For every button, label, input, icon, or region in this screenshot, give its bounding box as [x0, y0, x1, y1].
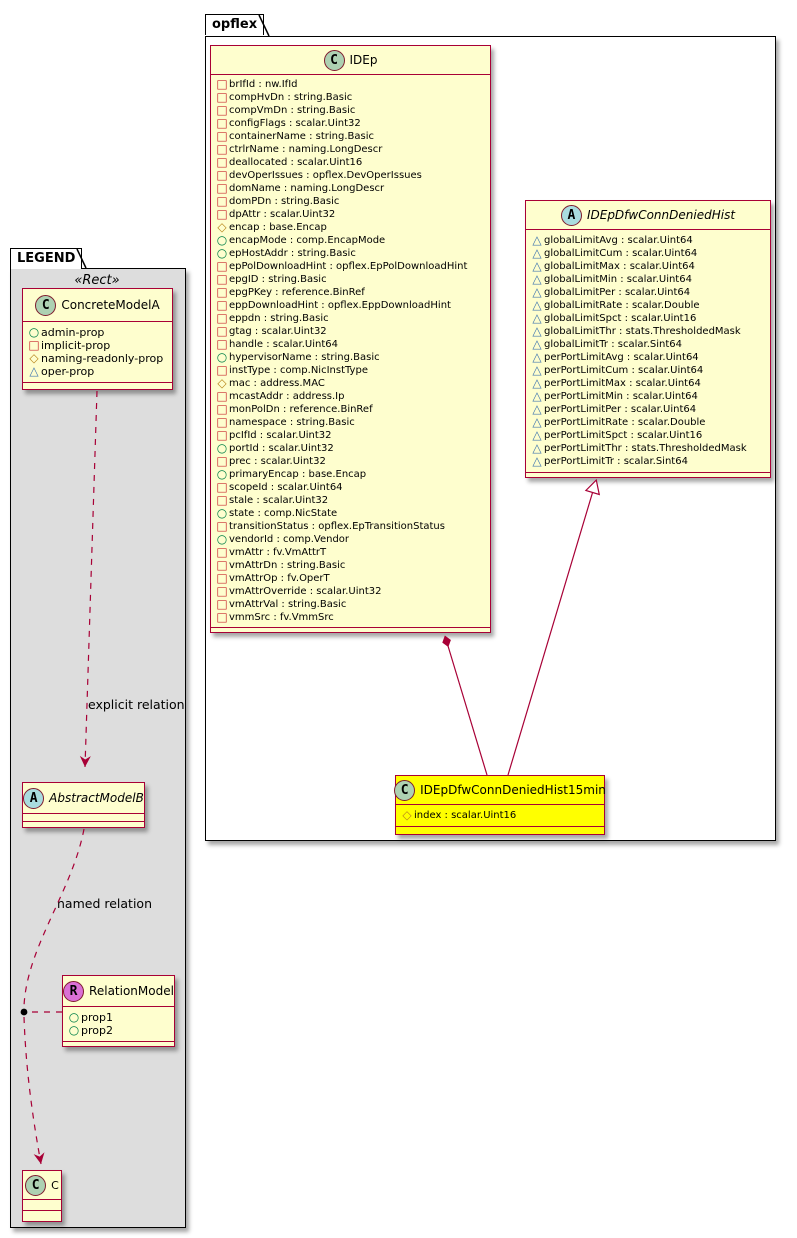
legend-stereotype: «Rect» — [74, 273, 120, 288]
implicit-prop-icon: □ — [216, 558, 228, 572]
attribute-row — [215, 507, 490, 520]
attribute-row — [215, 416, 490, 429]
package-opflex-tab[interactable]: opflex — [205, 14, 264, 35]
attribute-text: namespace : string.Basic — [229, 417, 355, 428]
oper-prop-icon: △ — [532, 272, 542, 286]
attribute-row — [215, 299, 490, 312]
attribute-row — [27, 339, 172, 352]
oper-prop-icon: △ — [532, 233, 542, 247]
attribute-list — [63, 1006, 174, 1041]
implicit-prop-icon: □ — [216, 298, 228, 312]
attribute-text: vmAttrOverride : scalar.Uint32 — [229, 586, 382, 597]
attribute-text: containerName : string.Basic — [229, 131, 374, 142]
class-c[interactable] — [22, 1170, 62, 1222]
attribute-text: eppDownloadHint : opflex.EppDownloadHint — [229, 300, 451, 311]
attribute-text: globalLimitSpct : scalar.Uint16 — [544, 313, 697, 324]
class-name: C — [51, 1178, 59, 1192]
implicit-prop-icon: □ — [216, 90, 228, 104]
methods-compartment — [23, 821, 144, 829]
package-legend-body — [10, 268, 186, 1228]
oper-prop-icon: △ — [532, 402, 542, 416]
attribute-text: perPortLimitCum : scalar.Uint64 — [544, 365, 704, 376]
implicit-prop-icon: □ — [216, 597, 228, 611]
attribute-text: dpAttr : scalar.Uint32 — [229, 209, 336, 220]
methods-compartment — [23, 382, 172, 391]
admin-prop-icon: ○ — [216, 233, 228, 247]
attribute-text: implicit-prop — [41, 339, 111, 352]
abstract-a-icon: A — [23, 788, 44, 809]
admin-prop-icon: ○ — [216, 532, 228, 546]
oper-prop-icon: △ — [532, 350, 542, 364]
attribute-row — [530, 234, 770, 247]
attribute-row — [215, 403, 490, 416]
attribute-row — [215, 494, 490, 507]
implicit-prop-icon: □ — [216, 519, 228, 533]
attribute-row — [530, 247, 770, 260]
attribute-text: perPortLimitPer : scalar.Uint64 — [544, 404, 697, 415]
oper-prop-icon: △ — [532, 454, 542, 468]
class-relationmodel[interactable] — [62, 975, 175, 1047]
implicit-prop-icon: □ — [216, 337, 228, 351]
oper-prop-icon: △ — [532, 311, 542, 325]
attribute-text: monPolDn : reference.BinRef — [229, 404, 373, 415]
implicit-prop-icon: □ — [216, 155, 228, 169]
attribute-text: vendorId : comp.Vendor — [229, 534, 350, 545]
attribute-text: perPortLimitThr : stats.ThresholdedMask — [544, 443, 747, 454]
attribute-text: eppdn : string.Basic — [229, 313, 329, 324]
attribute-row — [27, 365, 172, 378]
attribute-text: epgID : string.Basic — [229, 274, 327, 285]
methods-compartment — [23, 1210, 61, 1221]
attribute-row — [215, 520, 490, 533]
attribute-row — [27, 326, 172, 339]
class-name: IDEpDfwConnDeniedHist — [586, 208, 736, 222]
attribute-row — [215, 455, 490, 468]
class-c-icon: C — [25, 1175, 46, 1196]
attribute-row — [215, 234, 490, 247]
class-idep[interactable] — [210, 45, 491, 633]
admin-prop-icon: ○ — [216, 246, 228, 260]
methods-compartment — [526, 472, 770, 481]
class-idepdfwconndeniedhist15min[interactable] — [395, 775, 605, 835]
attribute-text: encap : base.Encap — [229, 222, 327, 233]
attribute-text: encapMode : comp.EncapMode — [229, 235, 386, 246]
admin-prop-icon: ○ — [216, 441, 228, 455]
attribute-row — [215, 260, 490, 273]
oper-prop-icon: △ — [532, 389, 542, 403]
class-c-icon: C — [324, 50, 345, 71]
attribute-text: globalLimitThr : stats.ThresholdedMask — [544, 326, 741, 337]
oper-prop-icon: △ — [532, 337, 542, 351]
attribute-text: primaryEncap : base.Encap — [229, 469, 367, 480]
attribute-row — [215, 169, 490, 182]
attribute-row — [215, 598, 490, 611]
attribute-row — [215, 130, 490, 143]
attribute-row — [215, 481, 490, 494]
attribute-row — [530, 312, 770, 325]
naming-prop-icon: ◇ — [217, 220, 227, 234]
attribute-row — [215, 312, 490, 325]
attribute-text: mcastAddr : address.Ip — [229, 391, 345, 402]
class-abstractmodelb[interactable] — [22, 782, 145, 828]
oper-prop-icon: △ — [532, 259, 542, 273]
oper-prop-icon: △ — [532, 324, 542, 338]
oper-prop-icon: △ — [532, 285, 542, 299]
naming-prop-icon: ◇ — [402, 808, 412, 822]
attribute-text: scopeId : scalar.Uint64 — [229, 482, 343, 493]
implicit-prop-icon: □ — [216, 259, 228, 273]
attribute-text: configFlags : scalar.Uint32 — [229, 118, 361, 129]
attribute-text: perPortLimitAvg : scalar.Uint64 — [544, 352, 699, 363]
attribute-text: admin-prop — [41, 326, 105, 339]
implicit-prop-icon: □ — [216, 584, 228, 598]
attribute-text: vmAttr : fv.VmAttrT — [229, 547, 327, 558]
admin-prop-icon: ○ — [68, 1023, 80, 1037]
fields-compartment — [23, 1199, 61, 1210]
attribute-row — [215, 143, 490, 156]
class-title — [526, 201, 770, 229]
attribute-row — [215, 559, 490, 572]
admin-prop-icon: ○ — [68, 1010, 80, 1024]
fields-compartment — [23, 813, 144, 821]
attribute-text: globalLimitMin : scalar.Uint64 — [544, 274, 692, 285]
oper-prop-icon: △ — [532, 428, 542, 442]
implicit-prop-icon: □ — [216, 389, 228, 403]
relation-r-icon: R — [63, 981, 84, 1002]
attribute-text: vmmSrc : fv.VmmSrc — [229, 612, 334, 623]
class-name: IDEpDfwConnDeniedHist15min — [420, 783, 606, 797]
attribute-row — [215, 104, 490, 117]
implicit-prop-icon: □ — [216, 324, 228, 338]
attribute-row — [400, 809, 604, 822]
implicit-prop-icon: □ — [216, 402, 228, 416]
attribute-text: prop2 — [81, 1024, 113, 1037]
class-name: AbstractModelB — [49, 791, 144, 805]
attribute-row — [530, 390, 770, 403]
attribute-row — [215, 364, 490, 377]
attribute-text: perPortLimitTr : scalar.Sint64 — [544, 456, 688, 467]
attribute-row — [215, 91, 490, 104]
attribute-row — [215, 195, 490, 208]
attribute-text: state : comp.NicState — [229, 508, 338, 519]
admin-prop-icon: ○ — [28, 325, 40, 339]
attribute-text: globalLimitAvg : scalar.Uint64 — [544, 235, 693, 246]
implicit-prop-icon: □ — [216, 103, 228, 117]
attribute-row — [215, 468, 490, 481]
attribute-row — [215, 286, 490, 299]
attribute-row — [215, 338, 490, 351]
attribute-text: globalLimitPer : scalar.Uint64 — [544, 287, 691, 298]
attribute-row — [530, 338, 770, 351]
attribute-list — [396, 804, 604, 826]
attribute-text: vmAttrVal : string.Basic — [229, 599, 347, 610]
attribute-text: prop1 — [81, 1011, 113, 1024]
attribute-list — [23, 321, 172, 382]
attribute-text: domPDn : string.Basic — [229, 196, 340, 207]
package-legend-tab[interactable]: LEGEND — [10, 248, 82, 269]
class-title — [63, 976, 174, 1006]
implicit-prop-icon: □ — [216, 129, 228, 143]
attribute-row — [215, 325, 490, 338]
class-idepdfwconndeniedhist[interactable] — [525, 200, 771, 478]
attribute-row — [215, 156, 490, 169]
methods-compartment — [211, 627, 490, 636]
attribute-text: brIfId : nw.IfId — [229, 79, 298, 90]
attribute-text: globalLimitRate : scalar.Double — [544, 300, 700, 311]
explicit-relation-label: explicit relation — [88, 697, 185, 712]
attribute-text: prec : scalar.Uint32 — [229, 456, 326, 467]
attribute-row — [530, 351, 770, 364]
attribute-text: handle : scalar.Uint64 — [229, 339, 339, 350]
implicit-prop-icon: □ — [216, 311, 228, 325]
attribute-text: stale : scalar.Uint32 — [229, 495, 329, 506]
attribute-row — [215, 429, 490, 442]
class-title — [396, 776, 604, 804]
attribute-text: epPolDownloadHint : opflex.EpPolDownloadHint — [229, 261, 468, 272]
attribute-text: pcIfId : scalar.Uint32 — [229, 430, 332, 441]
attribute-row — [215, 351, 490, 364]
implicit-prop-icon: □ — [216, 493, 228, 507]
class-title — [23, 783, 144, 813]
attribute-row — [215, 585, 490, 598]
attribute-text: compVmDn : string.Basic — [229, 105, 356, 116]
class-name: ConcreteModelA — [61, 298, 160, 312]
attribute-text: epgPKey : reference.BinRef — [229, 287, 365, 298]
attribute-text: perPortLimitSpct : scalar.Uint16 — [544, 430, 703, 441]
implicit-prop-icon: □ — [216, 545, 228, 559]
class-concretemodela[interactable] — [22, 288, 173, 390]
named-relation-label: named relation — [57, 896, 152, 911]
attribute-text: hypervisorName : string.Basic — [229, 352, 380, 363]
methods-compartment — [63, 1041, 174, 1050]
attribute-row — [215, 247, 490, 260]
class-name: IDEp — [349, 53, 378, 67]
oper-prop-icon: △ — [532, 376, 542, 390]
attribute-text: transitionStatus : opflex.EpTransitionStatus — [229, 521, 445, 532]
attribute-row — [215, 117, 490, 130]
abstract-a-icon: A — [561, 205, 582, 226]
attribute-row — [215, 611, 490, 624]
class-name: RelationModel — [89, 984, 174, 998]
oper-prop-icon: △ — [532, 363, 542, 377]
implicit-prop-icon: □ — [28, 338, 40, 352]
implicit-prop-icon: □ — [216, 480, 228, 494]
attribute-text: vmAttrDn : string.Basic — [229, 560, 346, 571]
attribute-row — [530, 377, 770, 390]
attribute-text: naming-readonly-prop — [41, 352, 164, 365]
attribute-text: portId : scalar.Uint32 — [229, 443, 334, 454]
class-title — [211, 46, 490, 74]
attribute-text: domName : naming.LongDescr — [229, 183, 385, 194]
attribute-row — [215, 442, 490, 455]
attribute-text: index : scalar.Uint16 — [414, 810, 517, 821]
class-c-icon: C — [35, 295, 56, 316]
attribute-text: vmAttrOp : fv.OperT — [229, 573, 330, 584]
implicit-prop-icon: □ — [216, 571, 228, 585]
attribute-text: globalLimitCum : scalar.Uint64 — [544, 248, 698, 259]
implicit-prop-icon: □ — [216, 207, 228, 221]
admin-prop-icon: ○ — [216, 467, 228, 481]
attribute-text: instType : comp.NicInstType — [229, 365, 368, 376]
implicit-prop-icon: □ — [216, 415, 228, 429]
attribute-row — [530, 442, 770, 455]
oper-prop-icon: △ — [29, 364, 39, 378]
naming-prop-icon: ◇ — [217, 376, 227, 390]
attribute-text: ctrlrName : naming.LongDescr — [229, 144, 383, 155]
attribute-row — [215, 78, 490, 91]
attribute-row — [215, 273, 490, 286]
attribute-row — [530, 416, 770, 429]
class-title — [23, 289, 172, 321]
attribute-row — [530, 455, 770, 468]
implicit-prop-icon: □ — [216, 454, 228, 468]
attribute-row — [530, 273, 770, 286]
oper-prop-icon: △ — [532, 298, 542, 312]
attribute-row — [67, 1011, 174, 1024]
implicit-prop-icon: □ — [216, 272, 228, 286]
implicit-prop-icon: □ — [216, 116, 228, 130]
attribute-row — [67, 1024, 174, 1037]
attribute-list — [526, 229, 770, 472]
implicit-prop-icon: □ — [216, 142, 228, 156]
attribute-row — [530, 286, 770, 299]
class-title — [23, 1171, 61, 1199]
attribute-text: deallocated : scalar.Uint16 — [229, 157, 363, 168]
attribute-row — [215, 182, 490, 195]
attribute-text: perPortLimitMin : scalar.Uint64 — [544, 391, 698, 402]
attribute-text: perPortLimitMax : scalar.Uint64 — [544, 378, 701, 389]
admin-prop-icon: ○ — [216, 506, 228, 520]
attribute-row — [530, 299, 770, 312]
attribute-row — [215, 546, 490, 559]
admin-prop-icon: ○ — [216, 350, 228, 364]
attribute-text: globalLimitMax : scalar.Uint64 — [544, 261, 695, 272]
attribute-row — [215, 221, 490, 234]
implicit-prop-icon: □ — [216, 285, 228, 299]
attribute-row — [530, 403, 770, 416]
attribute-text: gtag : scalar.Uint32 — [229, 326, 327, 337]
attribute-row — [530, 260, 770, 273]
attribute-row — [215, 377, 490, 390]
implicit-prop-icon: □ — [216, 77, 228, 91]
implicit-prop-icon: □ — [216, 610, 228, 624]
implicit-prop-icon: □ — [216, 428, 228, 442]
attribute-row — [215, 572, 490, 585]
oper-prop-icon: △ — [532, 246, 542, 260]
implicit-prop-icon: □ — [216, 194, 228, 208]
attribute-row — [215, 390, 490, 403]
methods-compartment — [396, 826, 604, 834]
attribute-row — [530, 325, 770, 338]
attribute-row — [215, 208, 490, 221]
attribute-row — [530, 364, 770, 377]
attribute-row — [530, 429, 770, 442]
attribute-text: oper-prop — [41, 365, 95, 378]
attribute-text: compHvDn : string.Basic — [229, 92, 353, 103]
implicit-prop-icon: □ — [216, 363, 228, 377]
attribute-text: devOperIssues : opflex.DevOperIssues — [229, 170, 422, 181]
attribute-text: perPortLimitRate : scalar.Double — [544, 417, 706, 428]
implicit-prop-icon: □ — [216, 168, 228, 182]
class-c-icon: C — [394, 780, 415, 801]
attribute-row — [27, 352, 172, 365]
attribute-text: epHostAddr : string.Basic — [229, 248, 356, 259]
attribute-text: mac : address.MAC — [229, 378, 325, 389]
attribute-text: globalLimitTr : scalar.Sint64 — [544, 339, 682, 350]
oper-prop-icon: △ — [532, 441, 542, 455]
attribute-row — [215, 533, 490, 546]
naming-prop-icon: ◇ — [29, 351, 39, 365]
oper-prop-icon: △ — [532, 415, 542, 429]
implicit-prop-icon: □ — [216, 181, 228, 195]
attribute-list — [211, 74, 490, 627]
